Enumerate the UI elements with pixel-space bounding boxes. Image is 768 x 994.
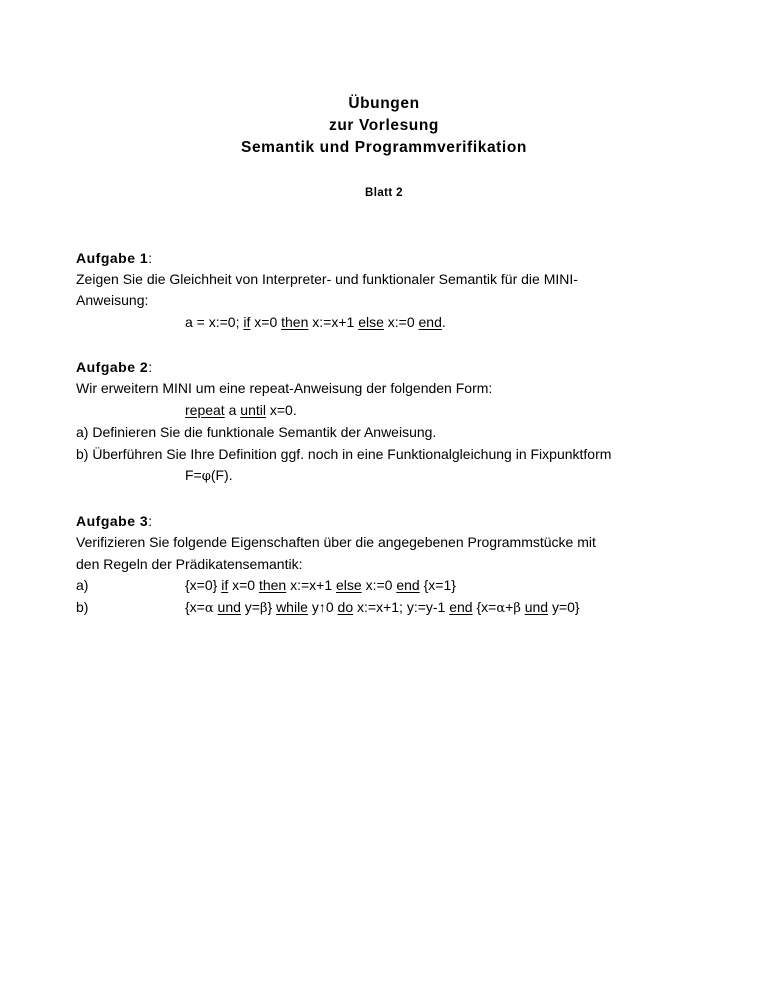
alpha-symbol: α	[496, 601, 506, 616]
keyword-do: do	[337, 599, 354, 615]
task3-text-line-2: den Regeln der Prädikatensemantik:	[76, 556, 303, 572]
beta-symbol: β	[513, 601, 521, 616]
task3-heading-text: Aufgabe 3	[76, 513, 149, 529]
task2-heading	[76, 358, 153, 376]
task3-heading-colon: :	[148, 513, 153, 529]
keyword-end: end	[418, 314, 442, 330]
keyword-repeat: repeat	[185, 402, 225, 418]
task1-code-suffix: .	[441, 314, 446, 330]
keyword-if: if	[243, 314, 251, 330]
keyword-while: while	[276, 599, 308, 615]
formula-rhs: (F).	[210, 467, 233, 483]
phi-symbol: φ	[201, 469, 211, 484]
formula-lhs: F=	[185, 467, 202, 483]
item-a-cond: x=0	[228, 577, 259, 593]
item-b-part: y	[307, 599, 319, 615]
plus-symbol: +	[505, 599, 514, 615]
item-b-part: x:=x+1; y:=y-1	[353, 599, 450, 615]
task3-item-b-label: b)	[76, 599, 89, 615]
task1-code-then: x:=x+1	[308, 314, 359, 330]
not-equal-arrow-symbol: ↑	[318, 599, 326, 615]
task2-heading-text: Aufgabe 2	[76, 359, 149, 375]
task2-code-cond: x=0.	[265, 402, 297, 418]
task2-code	[185, 401, 297, 419]
title-line-3: Semantik und Programmverifikation	[241, 139, 527, 156]
task3-item-a	[185, 576, 456, 594]
task2-item-b: b) Überführen Sie Ihre Definition ggf. noch in eine Funktionalgleichung in Fixpunktform	[76, 446, 612, 462]
keyword-else: else	[336, 577, 362, 593]
task2-code-body: a	[224, 402, 241, 418]
keyword-end: end	[396, 577, 420, 593]
task1-heading-text: Aufgabe 1	[76, 250, 149, 266]
task1-heading-colon: :	[148, 250, 153, 266]
title-line-1: Übungen	[348, 95, 420, 112]
task1-code-cond: x=0	[250, 314, 282, 330]
item-a-post: {x=1}	[419, 577, 456, 593]
task2-formula	[185, 466, 233, 486]
task3-item-a-label: a)	[76, 577, 89, 593]
item-a-then: x:=x+1	[286, 577, 337, 593]
keyword-then: then	[281, 314, 309, 330]
task1-text-line-1: Zeigen Sie die Gleichheit von Interpreter- und funktionaler Semantik für die MINI-	[76, 271, 578, 287]
item-b-part: {x=	[472, 599, 497, 615]
item-b-part: 0	[325, 599, 338, 615]
keyword-else: else	[358, 314, 384, 330]
alpha-symbol: α	[204, 601, 214, 616]
task2-item-a: a) Definieren Sie die funktionale Semantik der Anweisung.	[76, 424, 437, 440]
task2-text-line-1: Wir erweitern MINI um eine repeat-Anweisung der folgenden Form:	[76, 380, 493, 396]
task1-text-line-2: Anweisung:	[76, 292, 149, 308]
keyword-until: until	[240, 402, 266, 418]
item-b-part: {x=	[185, 599, 205, 615]
title-line-2: zur Vorlesung	[329, 117, 439, 134]
task1-code-else: x:=0	[383, 314, 419, 330]
keyword-end: end	[449, 599, 473, 615]
keyword-then: then	[258, 577, 287, 593]
item-b-part: }	[267, 599, 277, 615]
keyword-und: und	[217, 599, 241, 615]
task2-heading-colon: :	[148, 359, 153, 375]
document-title	[0, 93, 768, 159]
item-b-part: y=	[240, 599, 260, 615]
task1-code	[185, 313, 446, 331]
item-b-part: y=0}	[548, 599, 580, 615]
task1-heading	[76, 249, 153, 267]
item-a-pre: {x=0}	[185, 577, 222, 593]
task3-heading	[76, 512, 153, 530]
keyword-if: if	[221, 577, 229, 593]
task1-code-prefix: a = x:=0;	[185, 314, 244, 330]
task3-item-b	[185, 598, 580, 618]
item-a-else: x:=0	[361, 577, 397, 593]
task3-text-line-1: Verifizieren Sie folgende Eigenschaften über die angegebenen Programmstücke mit	[76, 534, 596, 550]
beta-symbol: β	[259, 601, 268, 616]
keyword-und: und	[524, 599, 549, 615]
sheet-number: Blatt 2	[365, 187, 403, 199]
